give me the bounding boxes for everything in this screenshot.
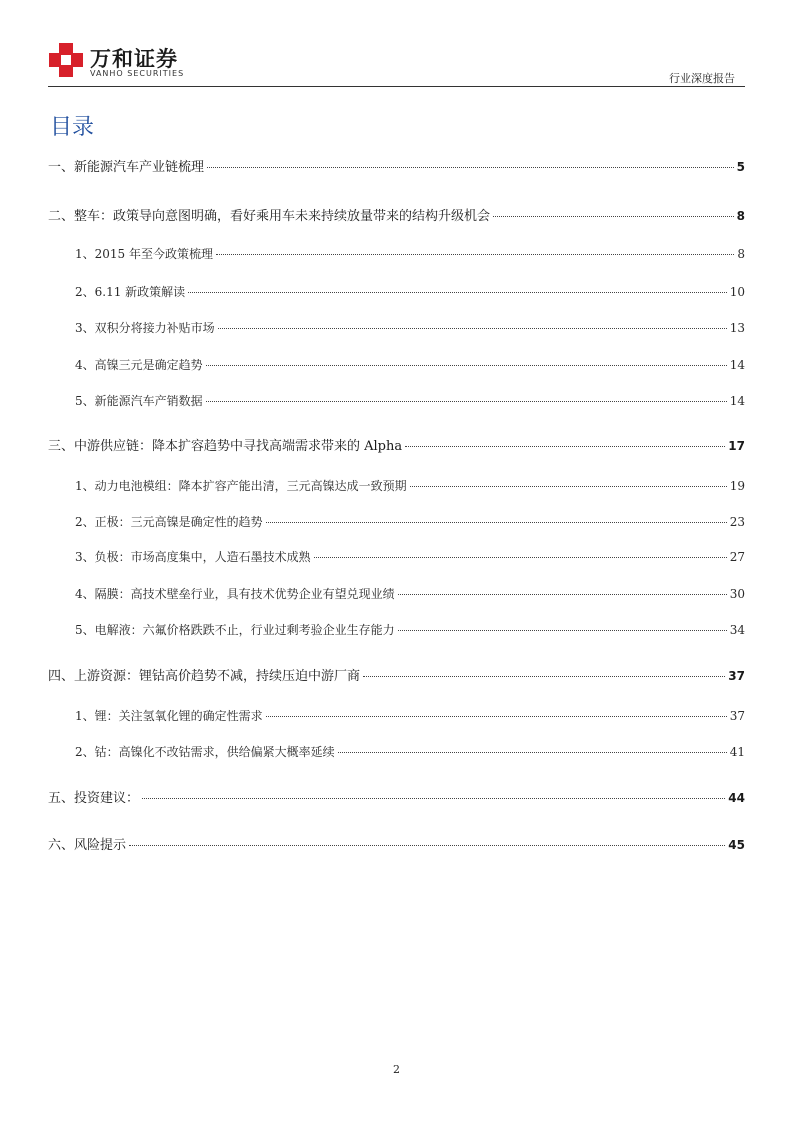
toc-entry-page: 37 <box>729 709 745 723</box>
toc-entry-text: 5、电解液：六氟价格跌跌不止，行业过剩考验企业生存能力 <box>75 623 395 637</box>
toc-entry-text: 4、高镍三元是确定趋势 <box>75 358 203 372</box>
toc-entry-text: 5、新能源汽车产销数据 <box>75 394 203 408</box>
toc-entry-text: 二、整车：政策导向意图明确，看好乘用车未来持续放量带来的结构升级机会 <box>48 209 491 224</box>
toc-entry-page: 30 <box>729 587 745 601</box>
dot-leader <box>266 716 727 717</box>
toc-entry-text: 1、2015 年至今政策梳理 <box>75 247 213 261</box>
toc-entry-page: 19 <box>729 479 745 493</box>
dot-leader <box>363 676 725 677</box>
toc-entry-text: 五、投资建议： <box>48 791 140 806</box>
toc-entry-2-5[interactable] <box>48 392 745 409</box>
toc-entry-3-4[interactable] <box>48 585 745 602</box>
toc-entry-text: 3、双积分将接力补贴市场 <box>75 321 215 335</box>
toc-entry-text: 四、上游资源：锂钴高价趋势不减，持续压迫中游厂商 <box>48 669 361 684</box>
toc-entry-section-3[interactable] <box>48 435 745 454</box>
toc-entry-3-1[interactable] <box>48 477 745 494</box>
dot-leader <box>188 292 727 293</box>
toc-entry-page: 10 <box>729 285 745 299</box>
toc-entry-text: 2、钴：高镍化不改钴需求，供给偏紧大概率延续 <box>75 745 335 759</box>
toc-entry-page: 8 <box>737 247 745 261</box>
toc-entry-text: 1、动力电池模组：降本扩容产能出清，三元高镍达成一致预期 <box>75 479 407 493</box>
toc-entry-page: 27 <box>729 550 745 564</box>
brand-name: 万和证券 <box>90 47 178 71</box>
toc-entry-text: 3、负极：市场高度集中，人造石墨技术成熟 <box>75 550 311 564</box>
dot-leader <box>314 557 727 558</box>
dot-leader <box>207 167 734 168</box>
dot-leader <box>398 630 727 631</box>
toc-entry-2-1[interactable] <box>48 245 745 262</box>
toc-entry-2-4[interactable] <box>48 356 745 373</box>
dot-leader <box>398 594 727 595</box>
toc-entry-section-4[interactable] <box>48 665 745 684</box>
toc-entry-4-2[interactable] <box>48 743 745 760</box>
toc-entry-text: 2、6.11 新政策解读 <box>75 285 186 299</box>
dot-leader <box>266 522 727 523</box>
toc-entry-text: 一、新能源汽车产业链梳理 <box>48 160 205 175</box>
toc-entry-page: 45 <box>728 838 745 852</box>
toc-entry-page: 34 <box>729 623 745 637</box>
toc-entry-page: 37 <box>728 669 745 683</box>
toc-entry-page: 23 <box>729 515 745 529</box>
toc-entry-2-2[interactable] <box>48 283 745 300</box>
toc-entry-page: 44 <box>728 791 745 805</box>
dot-leader <box>338 752 727 753</box>
dot-leader <box>206 401 727 402</box>
toc-entry-3-5[interactable] <box>48 621 745 638</box>
brand-subtitle: VANHO SECURITIES <box>90 69 185 78</box>
toc-entry-page: 13 <box>729 321 745 335</box>
toc-entry-page: 41 <box>729 745 745 759</box>
vanho-logo-icon <box>48 42 84 78</box>
dot-leader <box>129 845 725 846</box>
toc-entry-text: 1、锂：关注氢氧化锂的确定性需求 <box>75 709 263 723</box>
dot-leader <box>142 798 725 799</box>
page-number: 2 <box>393 1063 400 1076</box>
dot-leader <box>206 365 727 366</box>
toc-entry-3-2[interactable] <box>48 513 745 530</box>
dot-leader <box>493 216 734 217</box>
toc-entry-section-2[interactable] <box>48 205 745 224</box>
toc-entry-text: 六、风险提示 <box>48 838 127 853</box>
header-divider <box>48 86 745 87</box>
toc-entry-4-1[interactable] <box>48 707 745 724</box>
dot-leader <box>410 486 727 487</box>
toc-entry-3-3[interactable] <box>48 548 745 565</box>
toc-entry-text: 三、中游供应链：降本扩容趋势中寻找高端需求带来的 Alpha <box>48 439 403 454</box>
toc-entry-section-6[interactable] <box>48 834 745 853</box>
toc-entry-text: 4、隔膜：高技术壁垒行业，具有技术优势企业有望兑现业绩 <box>75 587 395 601</box>
dot-leader <box>405 446 725 447</box>
toc-entry-page: 14 <box>729 394 745 408</box>
toc-entry-2-3[interactable] <box>48 319 745 336</box>
report-type-label: 行业深度报告 <box>669 72 735 85</box>
toc-entry-section-5[interactable] <box>48 787 745 806</box>
toc-entry-page: 5 <box>736 160 745 174</box>
toc-entry-page: 17 <box>728 439 745 453</box>
toc-entry-page: 14 <box>729 358 745 372</box>
toc-entry-page: 8 <box>736 209 745 223</box>
brand-logo <box>48 42 188 84</box>
toc-entry-section-1[interactable] <box>48 156 745 175</box>
toc-entry-text: 2、正极：三元高镍是确定性的趋势 <box>75 515 263 529</box>
dot-leader <box>216 254 734 255</box>
toc-title: 目录 <box>50 115 95 140</box>
dot-leader <box>218 328 727 329</box>
